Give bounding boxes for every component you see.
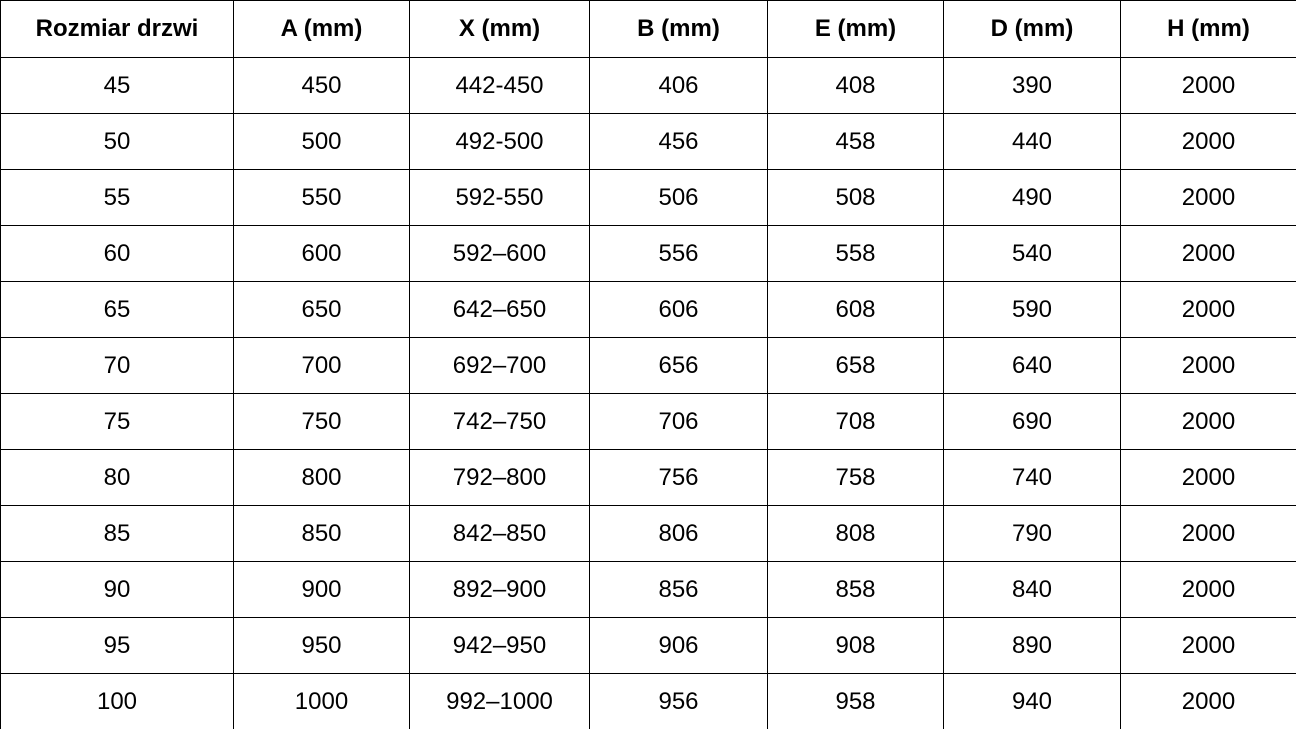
table-cell: 442-450 bbox=[410, 58, 590, 114]
table-cell: 890 bbox=[944, 618, 1121, 674]
header-row bbox=[1, 1, 1296, 58]
table-cell: 642–650 bbox=[410, 282, 590, 338]
table-cell: 840 bbox=[944, 562, 1121, 618]
table-cell: 45 bbox=[1, 58, 234, 114]
table-row bbox=[1, 618, 1296, 674]
table-cell: 958 bbox=[768, 674, 944, 729]
table-cell: 858 bbox=[768, 562, 944, 618]
table-cell: 2000 bbox=[1121, 674, 1296, 729]
table-cell: 508 bbox=[768, 170, 944, 226]
table-cell: 456 bbox=[590, 114, 768, 170]
table-cell: 756 bbox=[590, 450, 768, 506]
table-cell: 2000 bbox=[1121, 282, 1296, 338]
table-cell: 2000 bbox=[1121, 338, 1296, 394]
table-cell: 706 bbox=[590, 394, 768, 450]
table-cell: 2000 bbox=[1121, 226, 1296, 282]
table-cell: 408 bbox=[768, 58, 944, 114]
table-cell: 85 bbox=[1, 506, 234, 562]
table-cell: 550 bbox=[234, 170, 410, 226]
table-cell: 700 bbox=[234, 338, 410, 394]
column-header-6: H (mm) bbox=[1121, 1, 1296, 58]
table-cell: 708 bbox=[768, 394, 944, 450]
table-body bbox=[1, 58, 1296, 729]
table-row bbox=[1, 114, 1296, 170]
table-cell: 950 bbox=[234, 618, 410, 674]
table-cell: 60 bbox=[1, 226, 234, 282]
table-cell: 908 bbox=[768, 618, 944, 674]
table-row bbox=[1, 170, 1296, 226]
table-row bbox=[1, 226, 1296, 282]
table-cell: 406 bbox=[590, 58, 768, 114]
table-cell: 806 bbox=[590, 506, 768, 562]
table-cell: 65 bbox=[1, 282, 234, 338]
table-cell: 390 bbox=[944, 58, 1121, 114]
table-cell: 758 bbox=[768, 450, 944, 506]
table-cell: 2000 bbox=[1121, 618, 1296, 674]
table-cell: 590 bbox=[944, 282, 1121, 338]
table-cell: 492-500 bbox=[410, 114, 590, 170]
table-cell: 75 bbox=[1, 394, 234, 450]
table-cell: 692–700 bbox=[410, 338, 590, 394]
table-cell: 540 bbox=[944, 226, 1121, 282]
table-cell: 658 bbox=[768, 338, 944, 394]
table-cell: 656 bbox=[590, 338, 768, 394]
table-cell: 2000 bbox=[1121, 450, 1296, 506]
table-row bbox=[1, 394, 1296, 450]
table-cell: 808 bbox=[768, 506, 944, 562]
column-header-1: A (mm) bbox=[234, 1, 410, 58]
table-cell: 942–950 bbox=[410, 618, 590, 674]
column-header-4: E (mm) bbox=[768, 1, 944, 58]
table-row bbox=[1, 450, 1296, 506]
column-header-3: B (mm) bbox=[590, 1, 768, 58]
table-cell: 90 bbox=[1, 562, 234, 618]
table-row bbox=[1, 58, 1296, 114]
table-row bbox=[1, 506, 1296, 562]
table-header bbox=[1, 1, 1296, 58]
table-cell: 800 bbox=[234, 450, 410, 506]
table-cell: 500 bbox=[234, 114, 410, 170]
table-cell: 842–850 bbox=[410, 506, 590, 562]
table-cell: 640 bbox=[944, 338, 1121, 394]
table-cell: 790 bbox=[944, 506, 1121, 562]
table-cell: 1000 bbox=[234, 674, 410, 729]
table-row bbox=[1, 282, 1296, 338]
table-cell: 458 bbox=[768, 114, 944, 170]
table-cell: 50 bbox=[1, 114, 234, 170]
table-cell: 742–750 bbox=[410, 394, 590, 450]
table-cell: 606 bbox=[590, 282, 768, 338]
column-header-2: X (mm) bbox=[410, 1, 590, 58]
table-cell: 100 bbox=[1, 674, 234, 729]
table-cell: 650 bbox=[234, 282, 410, 338]
table-row bbox=[1, 562, 1296, 618]
table-cell: 450 bbox=[234, 58, 410, 114]
table-cell: 856 bbox=[590, 562, 768, 618]
table-cell: 750 bbox=[234, 394, 410, 450]
table-cell: 440 bbox=[944, 114, 1121, 170]
table-cell: 490 bbox=[944, 170, 1121, 226]
table-cell: 592-550 bbox=[410, 170, 590, 226]
table-cell: 940 bbox=[944, 674, 1121, 729]
table-cell: 900 bbox=[234, 562, 410, 618]
table-cell: 2000 bbox=[1121, 170, 1296, 226]
table-cell: 740 bbox=[944, 450, 1121, 506]
table-cell: 2000 bbox=[1121, 562, 1296, 618]
column-header-5: D (mm) bbox=[944, 1, 1121, 58]
table-cell: 992–1000 bbox=[410, 674, 590, 729]
table-cell: 690 bbox=[944, 394, 1121, 450]
table-cell: 956 bbox=[590, 674, 768, 729]
table-row bbox=[1, 674, 1296, 729]
table-cell: 592–600 bbox=[410, 226, 590, 282]
table-cell: 2000 bbox=[1121, 58, 1296, 114]
table-cell: 2000 bbox=[1121, 506, 1296, 562]
column-header-0: Rozmiar drzwi bbox=[1, 1, 234, 58]
table-row bbox=[1, 338, 1296, 394]
table-cell: 792–800 bbox=[410, 450, 590, 506]
table-cell: 80 bbox=[1, 450, 234, 506]
table-cell: 850 bbox=[234, 506, 410, 562]
table-cell: 2000 bbox=[1121, 394, 1296, 450]
table-cell: 906 bbox=[590, 618, 768, 674]
table-cell: 892–900 bbox=[410, 562, 590, 618]
table-cell: 558 bbox=[768, 226, 944, 282]
table-cell: 608 bbox=[768, 282, 944, 338]
table-cell: 506 bbox=[590, 170, 768, 226]
table-cell: 2000 bbox=[1121, 114, 1296, 170]
table-cell: 95 bbox=[1, 618, 234, 674]
table-cell: 70 bbox=[1, 338, 234, 394]
table-cell: 556 bbox=[590, 226, 768, 282]
table-cell: 55 bbox=[1, 170, 234, 226]
table-cell: 600 bbox=[234, 226, 410, 282]
